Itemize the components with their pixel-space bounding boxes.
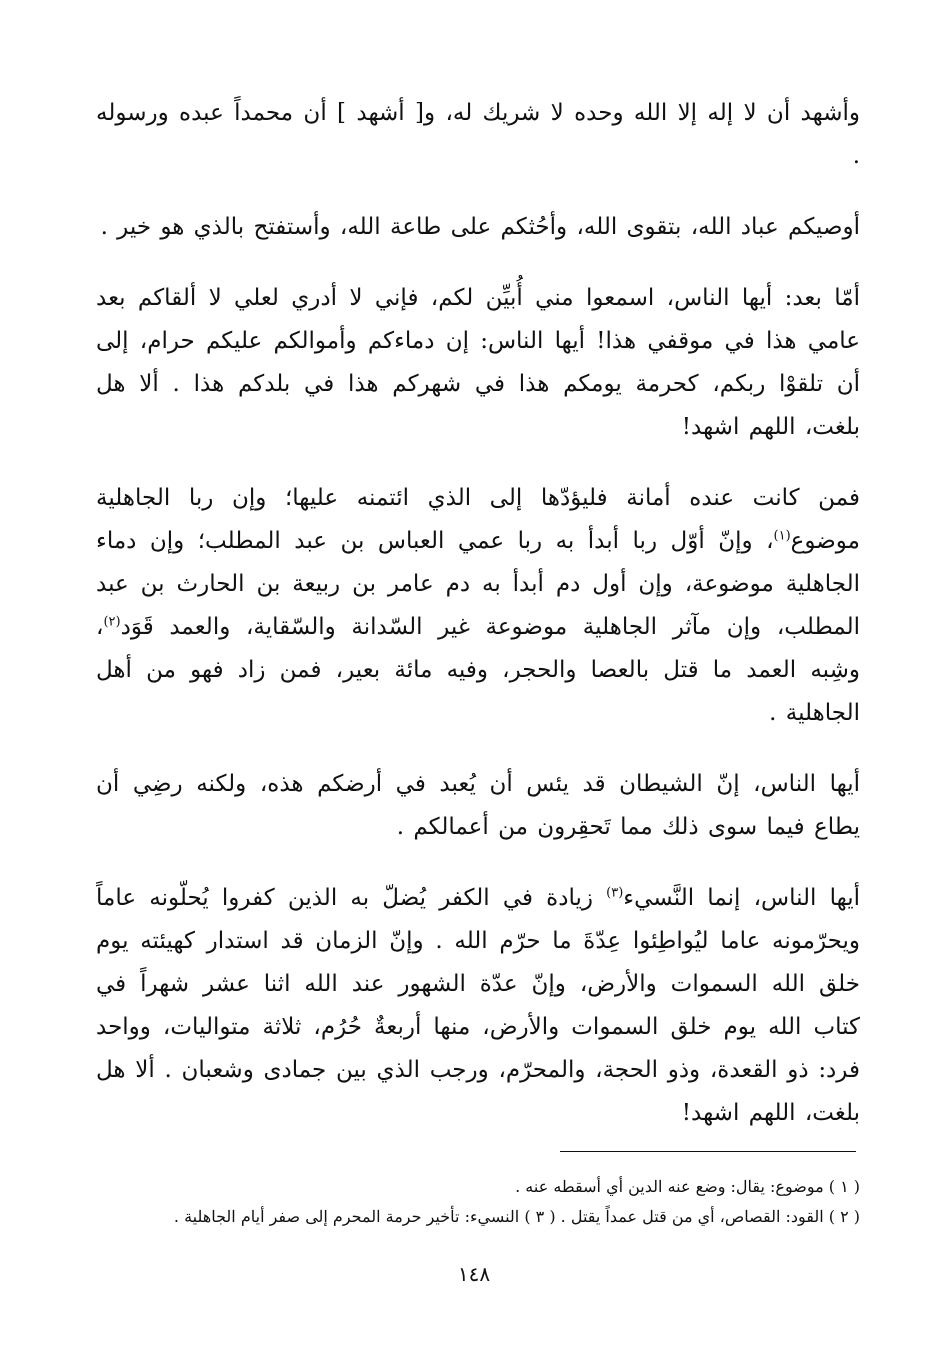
paragraph-text: أيها الناس، إنّ الشيطان قد يئس أن يُعبد في أرضكم هذه، ولكنه رضِي أن يطاع فيما سوى ذلك مما تَحقِرون من أعمالكم . — [96, 771, 860, 840]
paragraph-text: ، وإنّ أوّل ربا أبدأ به ربا عمي العباس بن عبد المطلب؛ وإن دماء الجاهلية موضوعة، وإن أول دم أبدأ به دم عامر بن ربيعة بن الحارث بن عبد المطلب، وإن مآثر الجاهلية موضوعة غير السّدانة والسّقاية، والعمد قَوَد — [96, 528, 860, 640]
paragraph-text: فمن كانت عنده أمانة فليؤدّها إلى الذي ائتمنه عليها؛ وإن ربا الجاهلية موضوع — [96, 485, 860, 554]
footnote-ref-2[interactable]: (٢) — [103, 614, 121, 630]
footnote-ref-1[interactable]: (١) — [773, 528, 791, 544]
footnote-ref-3[interactable]: (٣) — [606, 885, 624, 901]
paragraph-text: أيها الناس، إنما النَّسيء — [623, 885, 861, 911]
paragraph-nasi — [96, 877, 860, 1135]
footnote-divider — [560, 1151, 856, 1152]
paragraph-shahada — [96, 92, 860, 178]
paragraph-shaytan — [96, 763, 860, 849]
page-number: ١٤٨ — [457, 1262, 491, 1286]
paragraph-amanah — [96, 477, 860, 735]
footnotes — [96, 1172, 860, 1232]
page-body — [96, 92, 860, 1135]
paragraph-text: وأشهد أن لا إله إلا الله وحده لا شريك له، و[ أشهد ] أن محمداً عبده ورسوله . — [96, 100, 860, 169]
paragraph-advice — [96, 206, 860, 249]
paragraph-text: أوصيكم عباد الله، بتقوى الله، وأحُثكم على طاعة الله، وأستفتح بالذي هو خير . — [100, 214, 860, 240]
footnote-1: ( ١ ) موضوع: يقال: وضع عنه الدين أي أسقطه عنه . — [515, 1177, 860, 1196]
footnote-2-3: ( ٢ ) القود: القصاص، أي من قتل عمداً يقتل . ( ٣ ) النسيء: تأخير حرمة المحرم إلى صفر أيام الجاهلية . — [173, 1207, 860, 1226]
paragraph-text: زيادة في الكفر يُضلّ به الذين كفروا يُحلّونه عاماً ويحرّمونه عاما ليُواطِئوا عِدّةَ ما حرّم الله . وإنّ الزمان قد استدار كهيئته يوم خلق الله السموات والأرض، وإنّ عدّة الشهور عند الله اثنا عشر شهراً في كتاب الله يوم خلق السموات والأرض، منها أربعةٌ حُرُم، ثلاثة متواليات، وواحد فرد: ذو القعدة، وذو الحجة، والمحرّم، ورجب الذي بين جمادى وشعبان . ألا هل بلغت، اللهم اشهد! — [96, 885, 860, 1126]
paragraph-text: أمّا بعد: أيها الناس، اسمعوا مني أُبيِّن لكم، فإني لا أدري لعلي لا ألقاكم بعد عامي هذا في موقفي هذا! أيها الناس: إن دماءكم وأموالكم عليكم حرام، إلى أن تلقوْا ربكم، كحرمة يومكم هذا في شهركم هذا في بلدكم هذا . ألا هل بلغت، اللهم اشهد! — [96, 285, 860, 440]
paragraph-amma-bad — [96, 277, 860, 449]
paragraph-text: ، وشِبه العمد ما قتل بالعصا والحجر، وفيه مائة بعير، فمن زاد فهو من أهل الجاهلية . — [96, 614, 860, 726]
